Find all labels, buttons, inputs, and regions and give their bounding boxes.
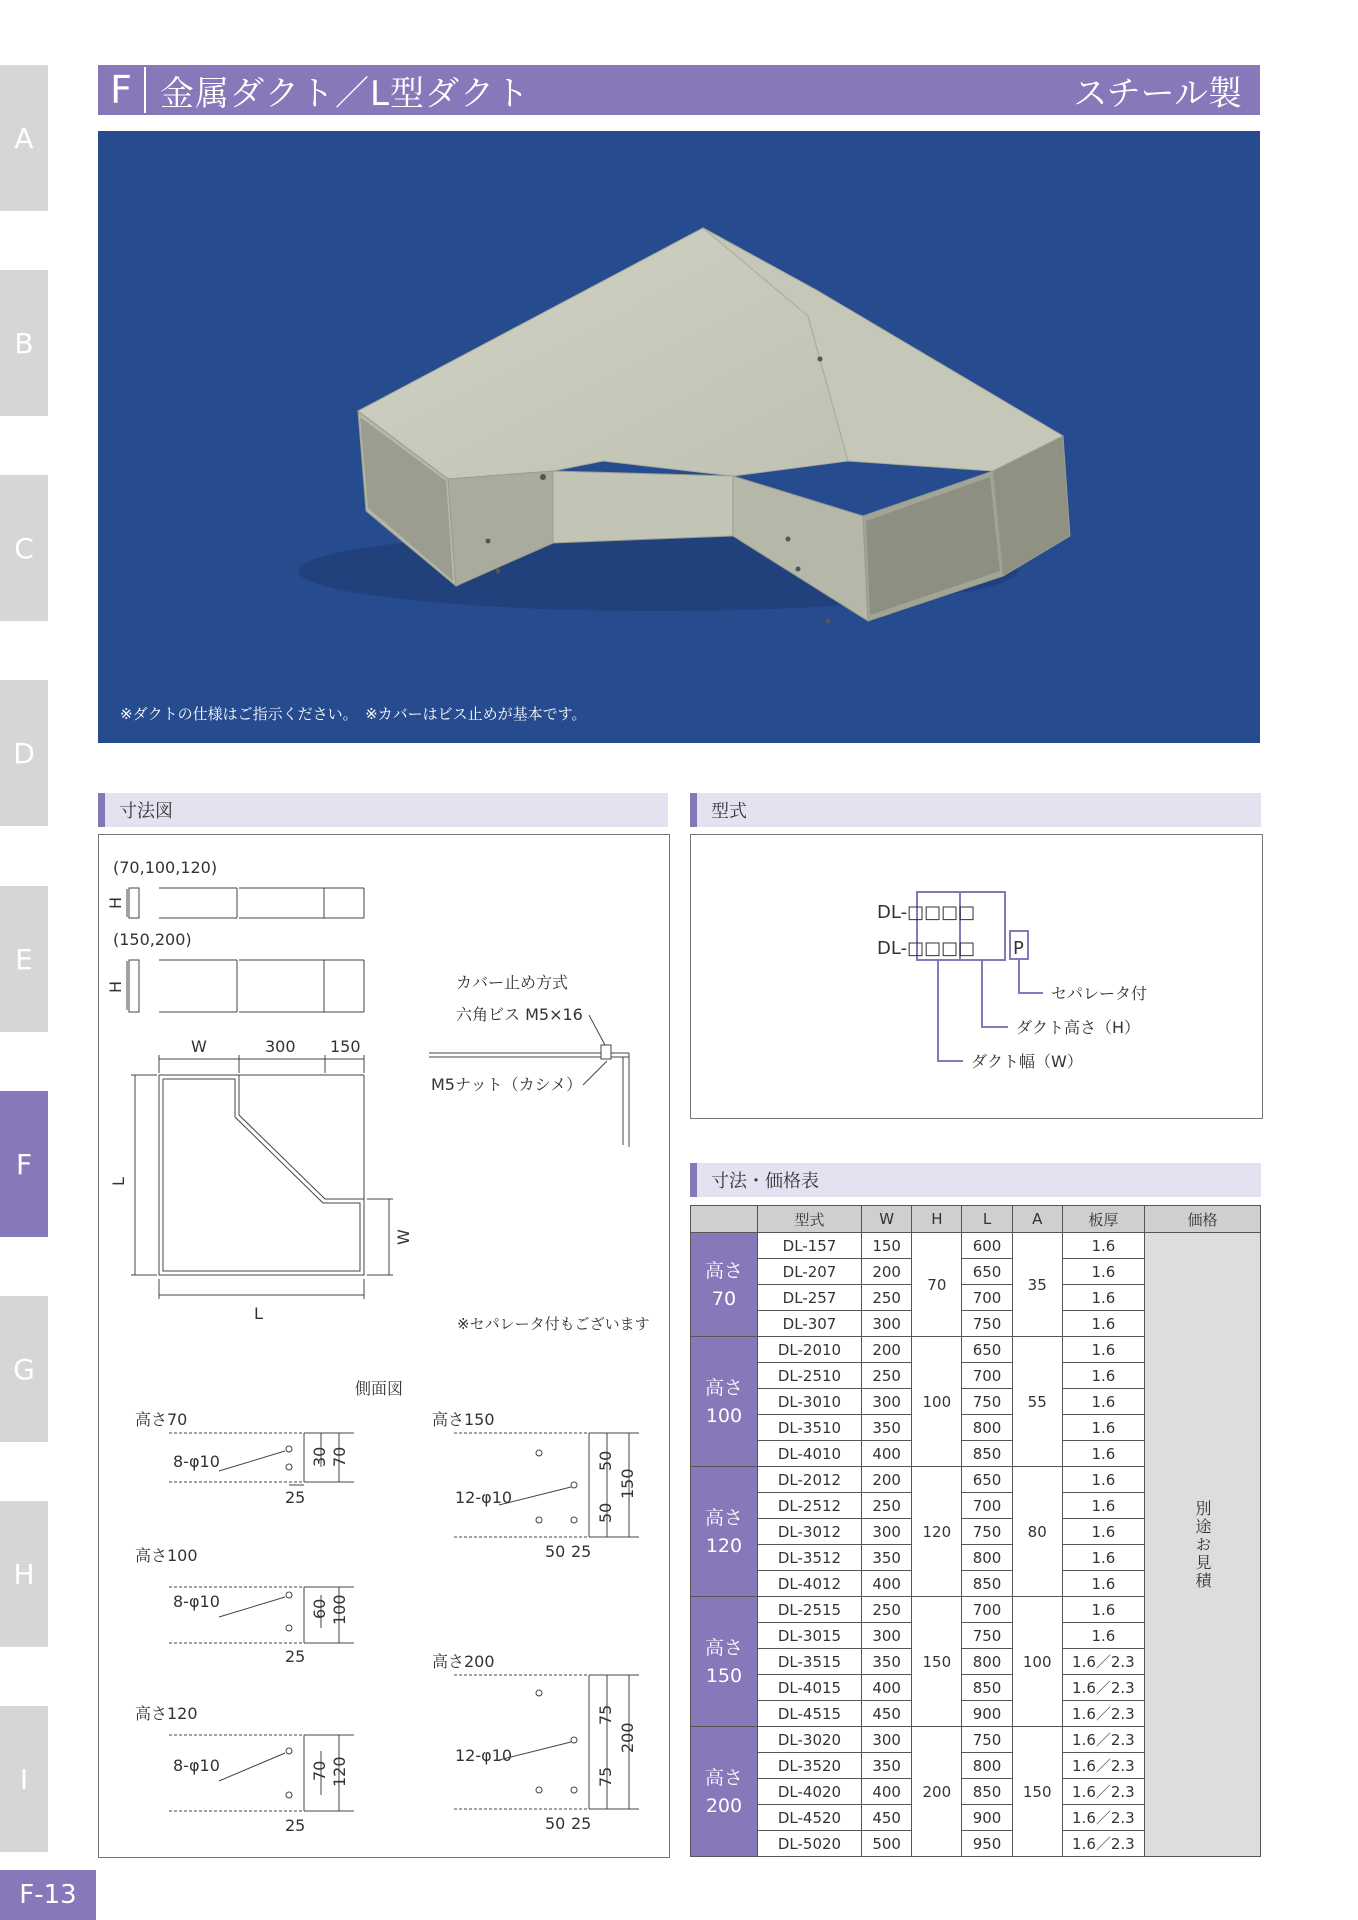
h150-d4: 50 [545, 1542, 566, 1561]
cell-model: DL-4515 [757, 1701, 861, 1727]
h120-d2: 120 [330, 1756, 349, 1787]
separator-suffix: P [1013, 938, 1024, 959]
header-price: 価格 [1144, 1206, 1260, 1233]
h70-holes: 8-φ10 [173, 1452, 220, 1471]
cover-nut-label: M5ナット（カシメ） [431, 1075, 583, 1094]
table-header-row [691, 1206, 1261, 1233]
cell-model: DL-257 [757, 1285, 861, 1311]
page-header [98, 65, 1260, 115]
label-l-bottom: L [254, 1304, 263, 1323]
cell-w: 200 [862, 1467, 912, 1493]
cell-thickness: 1.6 [1062, 1233, 1144, 1259]
cell-a: 55 [1012, 1337, 1062, 1467]
spec-table [690, 1205, 1261, 1857]
side-tab-f[interactable]: F [0, 1091, 48, 1237]
header-l: L [962, 1206, 1012, 1233]
cell-model: DL-307 [757, 1311, 861, 1337]
cell-model: DL-2010 [757, 1337, 861, 1363]
cell-model: DL-2012 [757, 1467, 861, 1493]
cell-thickness: 1.6 [1062, 1285, 1144, 1311]
cell-model: DL-3510 [757, 1415, 861, 1441]
height-group-label [691, 1597, 758, 1727]
cell-l: 750 [962, 1727, 1012, 1753]
cell-model: DL-3520 [757, 1753, 861, 1779]
cell-l: 850 [962, 1675, 1012, 1701]
cell-thickness: 1.6／2.3 [1062, 1701, 1144, 1727]
cell-thickness: 1.6／2.3 [1062, 1649, 1144, 1675]
side-view-title: 側面図 [355, 1379, 404, 1398]
cell-w: 350 [862, 1545, 912, 1571]
height-group-text: 高さ [704, 1766, 743, 1789]
height-group-label [691, 1727, 758, 1857]
cell-model: DL-4520 [757, 1805, 861, 1831]
cell-thickness: 1.6 [1062, 1597, 1144, 1623]
label-w-top: W [191, 1037, 207, 1056]
spec-table-body [691, 1233, 1261, 1857]
section-model [690, 793, 1261, 827]
cell-l: 850 [962, 1441, 1012, 1467]
side-tab-a[interactable]: A [0, 65, 48, 211]
cell-w: 400 [862, 1571, 912, 1597]
cell-model: DL-207 [757, 1259, 861, 1285]
header-w: W [862, 1206, 912, 1233]
cell-model: DL-3012 [757, 1519, 861, 1545]
h150-title: 高さ150 [432, 1410, 495, 1429]
cell-w: 250 [862, 1363, 912, 1389]
dimension-drawing [99, 835, 669, 1857]
section-dimensions [98, 793, 668, 827]
cell-model: DL-3515 [757, 1649, 861, 1675]
cover-screw-label: 六角ビス M5×16 [456, 1005, 583, 1024]
cell-thickness: 1.6／2.3 [1062, 1831, 1144, 1857]
cell-w: 200 [862, 1337, 912, 1363]
label-h-large: H [106, 980, 125, 993]
cell-thickness: 1.6 [1062, 1389, 1144, 1415]
cell-w: 350 [862, 1415, 912, 1441]
cell-l: 750 [962, 1311, 1012, 1337]
h120-d3: 25 [285, 1816, 306, 1835]
height-group-text: 70 [711, 1287, 737, 1310]
cell-model: DL-2512 [757, 1493, 861, 1519]
cell-a: 35 [1012, 1233, 1062, 1337]
h70-d3: 25 [285, 1488, 306, 1507]
label-300: 300 [265, 1037, 296, 1056]
cell-thickness: 1.6 [1062, 1571, 1144, 1597]
cell-thickness: 1.6／2.3 [1062, 1805, 1144, 1831]
cell-l: 850 [962, 1779, 1012, 1805]
header-model: 型式 [757, 1206, 861, 1233]
photo-note: ※ダクトの仕様はご指示ください。 ※カバーはビス止めが基本です。 [120, 705, 587, 723]
header-thickness: 板厚 [1062, 1206, 1144, 1233]
cell-l: 650 [962, 1259, 1012, 1285]
cell-thickness: 1.6／2.3 [1062, 1779, 1144, 1805]
cell-model: DL-3020 [757, 1727, 861, 1753]
header-blank [691, 1206, 758, 1233]
section-table [690, 1163, 1261, 1197]
h200-title: 高さ200 [432, 1652, 495, 1671]
material-label: スチール製 [1073, 73, 1242, 114]
h200-d2: 75 [596, 1766, 615, 1787]
height-group-text: 高さ [704, 1636, 743, 1659]
height-group-text: 120 [705, 1534, 743, 1557]
cell-model: DL-3512 [757, 1545, 861, 1571]
side-tab-g[interactable]: G [0, 1296, 48, 1442]
height-group-label [691, 1233, 758, 1337]
model-line-2: DL-□□□□ [877, 938, 976, 959]
cell-thickness: 1.6 [1062, 1493, 1144, 1519]
cell-a: 80 [1012, 1467, 1062, 1597]
height-group-text: 150 [705, 1664, 743, 1687]
cell-l: 750 [962, 1389, 1012, 1415]
product-photo [98, 131, 1260, 743]
cell-l: 900 [962, 1805, 1012, 1831]
cell-w: 400 [862, 1779, 912, 1805]
cell-model: DL-2510 [757, 1363, 861, 1389]
label-150: 150 [330, 1037, 361, 1056]
h70-title: 高さ70 [135, 1410, 188, 1429]
cell-thickness: 1.6 [1062, 1467, 1144, 1493]
cell-l: 700 [962, 1597, 1012, 1623]
cell-l: 700 [962, 1363, 1012, 1389]
cell-l: 650 [962, 1467, 1012, 1493]
label-w-side: W [394, 1229, 413, 1245]
cell-w: 250 [862, 1285, 912, 1311]
header-a: A [1012, 1206, 1062, 1233]
page-title: 金属ダクト／L型ダクト [160, 73, 530, 114]
h100-d1: 60 [310, 1598, 329, 1619]
cell-l: 600 [962, 1233, 1012, 1259]
h100-d2: 100 [330, 1594, 349, 1625]
h200-d5: 25 [571, 1814, 592, 1833]
cell-thickness: 1.6 [1062, 1337, 1144, 1363]
cell-l: 700 [962, 1493, 1012, 1519]
l-duct-illustration [98, 131, 1260, 743]
cell-l: 950 [962, 1831, 1012, 1857]
h200-d3: 200 [618, 1722, 637, 1753]
cell-thickness: 1.6 [1062, 1441, 1144, 1467]
height-group-text: 100 [705, 1404, 743, 1427]
cell-model: DL-3010 [757, 1389, 861, 1415]
cell-model: DL-2515 [757, 1597, 861, 1623]
height-group-text: 200 [705, 1794, 743, 1817]
cell-thickness: 1.6／2.3 [1062, 1753, 1144, 1779]
cell-h: 150 [912, 1597, 962, 1727]
cell-model: DL-4015 [757, 1675, 861, 1701]
cell-thickness: 1.6 [1062, 1545, 1144, 1571]
page-number: F-13 [0, 1870, 96, 1920]
side-tab-i[interactable]: I [0, 1706, 48, 1852]
side-tab-h[interactable]: H [0, 1501, 48, 1647]
cell-w: 300 [862, 1519, 912, 1545]
model-code-diagram [691, 835, 1262, 1118]
cell-l: 900 [962, 1701, 1012, 1727]
h150-d5: 25 [571, 1542, 592, 1561]
side-tab-b[interactable]: B [0, 270, 48, 416]
cell-model: DL-5020 [757, 1831, 861, 1857]
h200-holes: 12-φ10 [455, 1746, 513, 1765]
cell-h: 120 [912, 1467, 962, 1597]
cell-w: 250 [862, 1493, 912, 1519]
cell-w: 400 [862, 1675, 912, 1701]
cell-thickness: 1.6 [1062, 1363, 1144, 1389]
cell-thickness: 1.6 [1062, 1311, 1144, 1337]
cell-thickness: 1.6／2.3 [1062, 1727, 1144, 1753]
cell-l: 800 [962, 1545, 1012, 1571]
model-code-panel [690, 834, 1263, 1119]
h70-d2: 70 [330, 1446, 349, 1467]
cell-l: 800 [962, 1415, 1012, 1441]
cell-w: 300 [862, 1727, 912, 1753]
cell-w: 300 [862, 1623, 912, 1649]
section-table-label: 寸法・価格表 [711, 1171, 819, 1192]
header-h: H [912, 1206, 962, 1233]
h150-holes: 12-φ10 [455, 1488, 513, 1507]
h150-d1: 50 [596, 1450, 615, 1471]
cell-thickness: 1.6 [1062, 1519, 1144, 1545]
label-small-heights: (70,100,120) [113, 858, 218, 877]
cell-w: 300 [862, 1389, 912, 1415]
label-h-small: H [106, 896, 125, 909]
cell-w: 450 [862, 1805, 912, 1831]
cell-l: 700 [962, 1285, 1012, 1311]
h70-d1: 30 [310, 1446, 329, 1467]
cell-thickness: 1.6／2.3 [1062, 1675, 1144, 1701]
side-tab-c[interactable]: C [0, 475, 48, 621]
cell-l: 650 [962, 1337, 1012, 1363]
h120-d1: 70 [310, 1760, 329, 1781]
cell-l: 800 [962, 1649, 1012, 1675]
cell-l: 800 [962, 1753, 1012, 1779]
cell-h: 100 [912, 1337, 962, 1467]
cell-model: DL-4020 [757, 1779, 861, 1805]
cover-method-title: カバー止め方式 [456, 973, 569, 992]
h120-holes: 8-φ10 [173, 1756, 220, 1775]
legend-height: ダクト高さ（H） [1016, 1018, 1141, 1037]
side-tab-e[interactable]: E [0, 886, 48, 1032]
h100-holes: 8-φ10 [173, 1592, 220, 1611]
label-large-heights: (150,200) [113, 930, 192, 949]
cell-w: 250 [862, 1597, 912, 1623]
cell-thickness: 1.6 [1062, 1415, 1144, 1441]
table-row [691, 1233, 1261, 1259]
cell-w: 350 [862, 1753, 912, 1779]
cell-h: 70 [912, 1233, 962, 1337]
category-letter: F [98, 67, 146, 113]
h150-d2: 50 [596, 1502, 615, 1523]
h150-d3: 150 [618, 1468, 637, 1499]
cell-w: 400 [862, 1441, 912, 1467]
cell-model: DL-4010 [757, 1441, 861, 1467]
cell-model: DL-3015 [757, 1623, 861, 1649]
cell-w: 500 [862, 1831, 912, 1857]
h200-d4: 50 [545, 1814, 566, 1833]
cell-thickness: 1.6 [1062, 1623, 1144, 1649]
height-group-label [691, 1467, 758, 1597]
model-line-1: DL-□□□□ [877, 902, 976, 923]
h100-d3: 25 [285, 1647, 306, 1666]
section-model-label: 型式 [711, 801, 747, 822]
legend-separator: セパレータ付 [1051, 984, 1148, 1003]
cell-model: DL-157 [757, 1233, 861, 1259]
side-tab-d[interactable]: D [0, 680, 48, 826]
cell-w: 350 [862, 1649, 912, 1675]
cell-l: 750 [962, 1623, 1012, 1649]
cell-l: 850 [962, 1571, 1012, 1597]
legend-width: ダクト幅（W） [971, 1052, 1083, 1071]
height-group-text: 高さ [704, 1376, 743, 1399]
cell-a: 100 [1012, 1597, 1062, 1727]
cell-model: DL-4012 [757, 1571, 861, 1597]
height-group-text: 高さ [704, 1506, 743, 1529]
cell-a: 150 [1012, 1727, 1062, 1857]
label-l-side: L [109, 1177, 128, 1186]
cell-h: 200 [912, 1727, 962, 1857]
height-group-text: 高さ [704, 1259, 743, 1282]
cell-w: 300 [862, 1311, 912, 1337]
h200-d1: 75 [596, 1704, 615, 1725]
cell-l: 750 [962, 1519, 1012, 1545]
h120-title: 高さ120 [135, 1704, 198, 1723]
h100-title: 高さ100 [135, 1546, 198, 1565]
cell-w: 200 [862, 1259, 912, 1285]
cell-w: 450 [862, 1701, 912, 1727]
height-group-label [691, 1337, 758, 1467]
section-dimensions-label: 寸法図 [119, 801, 173, 822]
cell-price: 別途お見積 [1144, 1233, 1260, 1857]
separator-note: ※セパレータ付もございます [457, 1315, 650, 1333]
dimension-drawing-panel [98, 834, 670, 1858]
cell-thickness: 1.6 [1062, 1259, 1144, 1285]
cell-w: 150 [862, 1233, 912, 1259]
